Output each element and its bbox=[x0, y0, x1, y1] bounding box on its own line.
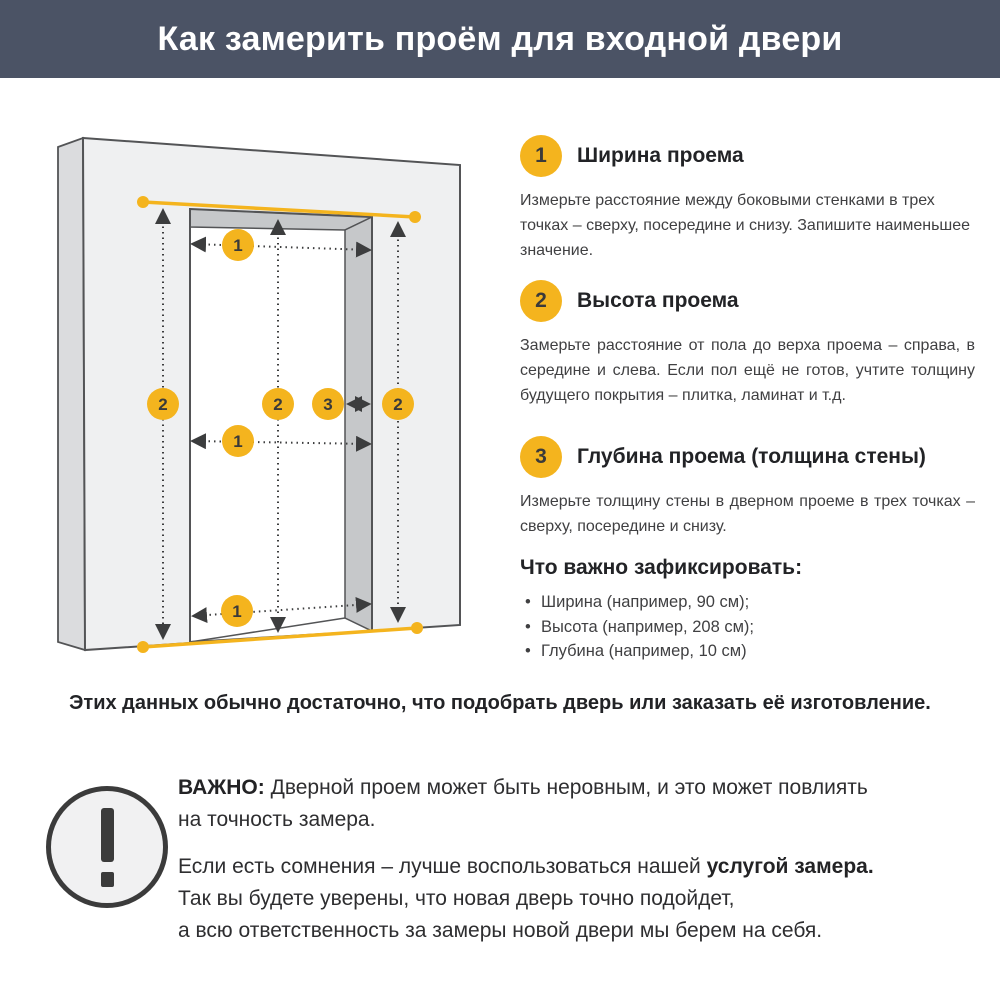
checklist bbox=[520, 556, 975, 664]
svg-text:3: 3 bbox=[323, 395, 333, 414]
measurement-diagram bbox=[0, 80, 510, 700]
svg-text:2: 2 bbox=[273, 395, 283, 414]
section-body: Измерьте расстояние между боковыми стенками в трех точках – сверху, посередине и снизу. Запишите наименьшее значение. bbox=[520, 192, 971, 259]
summary-note: Этих данных обычно достаточно, что подобрать дверь или заказать её изготовление. bbox=[69, 692, 931, 714]
section-number-badge: 3 bbox=[520, 436, 562, 478]
opening-side-reveal bbox=[345, 217, 372, 631]
section-depth bbox=[520, 436, 975, 539]
svg-text:2: 2 bbox=[158, 395, 168, 414]
marker-width-bottom bbox=[221, 595, 253, 627]
marker-height-left bbox=[147, 388, 179, 420]
section-title: Ширина проема bbox=[577, 144, 744, 167]
advice-line-2: Так вы будете уверены, что новая дверь точно подойдет, bbox=[178, 887, 735, 910]
warning-text bbox=[178, 772, 958, 947]
warning-line-2: на точность замера. bbox=[178, 808, 376, 831]
svg-text:2: 2 bbox=[393, 395, 403, 414]
svg-text:1: 1 bbox=[233, 432, 243, 451]
wall-side-face bbox=[58, 138, 85, 650]
marker-height-middle bbox=[262, 388, 294, 420]
page-title: Как замерить проём для входной двери bbox=[157, 19, 843, 58]
checklist-item: • Глубина (например, 10 см) bbox=[520, 639, 975, 664]
section-body: Измерьте толщину стены в дверном проеме в трех точках – сверху, посередине и снизу. bbox=[520, 493, 975, 535]
svg-text:1: 1 bbox=[233, 236, 243, 255]
advice-line-1: Если есть сомнения – лучше воспользоваться нашей услугой замера. bbox=[178, 855, 874, 878]
checklist-title: Что важно зафиксировать: bbox=[520, 556, 803, 579]
section-width bbox=[520, 135, 975, 263]
marker-width-middle bbox=[222, 425, 254, 457]
section-title: Глубина проема (толщина стены) bbox=[577, 445, 926, 468]
checklist-item: • Высота (например, 208 см); bbox=[520, 615, 975, 640]
exclamation-icon bbox=[46, 786, 168, 908]
section-number-badge: 2 bbox=[520, 280, 562, 322]
section-body: Замерьте расстояние от пола до верха проема – справа, в середине и слева. Если пол ещё не готов, учтите толщину будущего покрытия – плитка, ламинат и т.д. bbox=[520, 337, 975, 404]
marker-width-top bbox=[222, 229, 254, 261]
checklist-item: • Ширина (например, 90 см); bbox=[520, 590, 975, 615]
advice-line-3: а всю ответственность за замеры новой двери мы берем на себя. bbox=[178, 919, 823, 942]
section-title: Высота проема bbox=[577, 289, 739, 312]
header-bar bbox=[0, 0, 1000, 78]
section-height bbox=[520, 280, 975, 408]
marker-height-right bbox=[382, 388, 414, 420]
marker-depth bbox=[312, 388, 344, 420]
section-number-badge: 1 bbox=[520, 135, 562, 177]
svg-text:1: 1 bbox=[232, 602, 242, 621]
warning-line-1: ВАЖНО: Дверной проем может быть неровным, и это может повлиять bbox=[178, 776, 868, 799]
